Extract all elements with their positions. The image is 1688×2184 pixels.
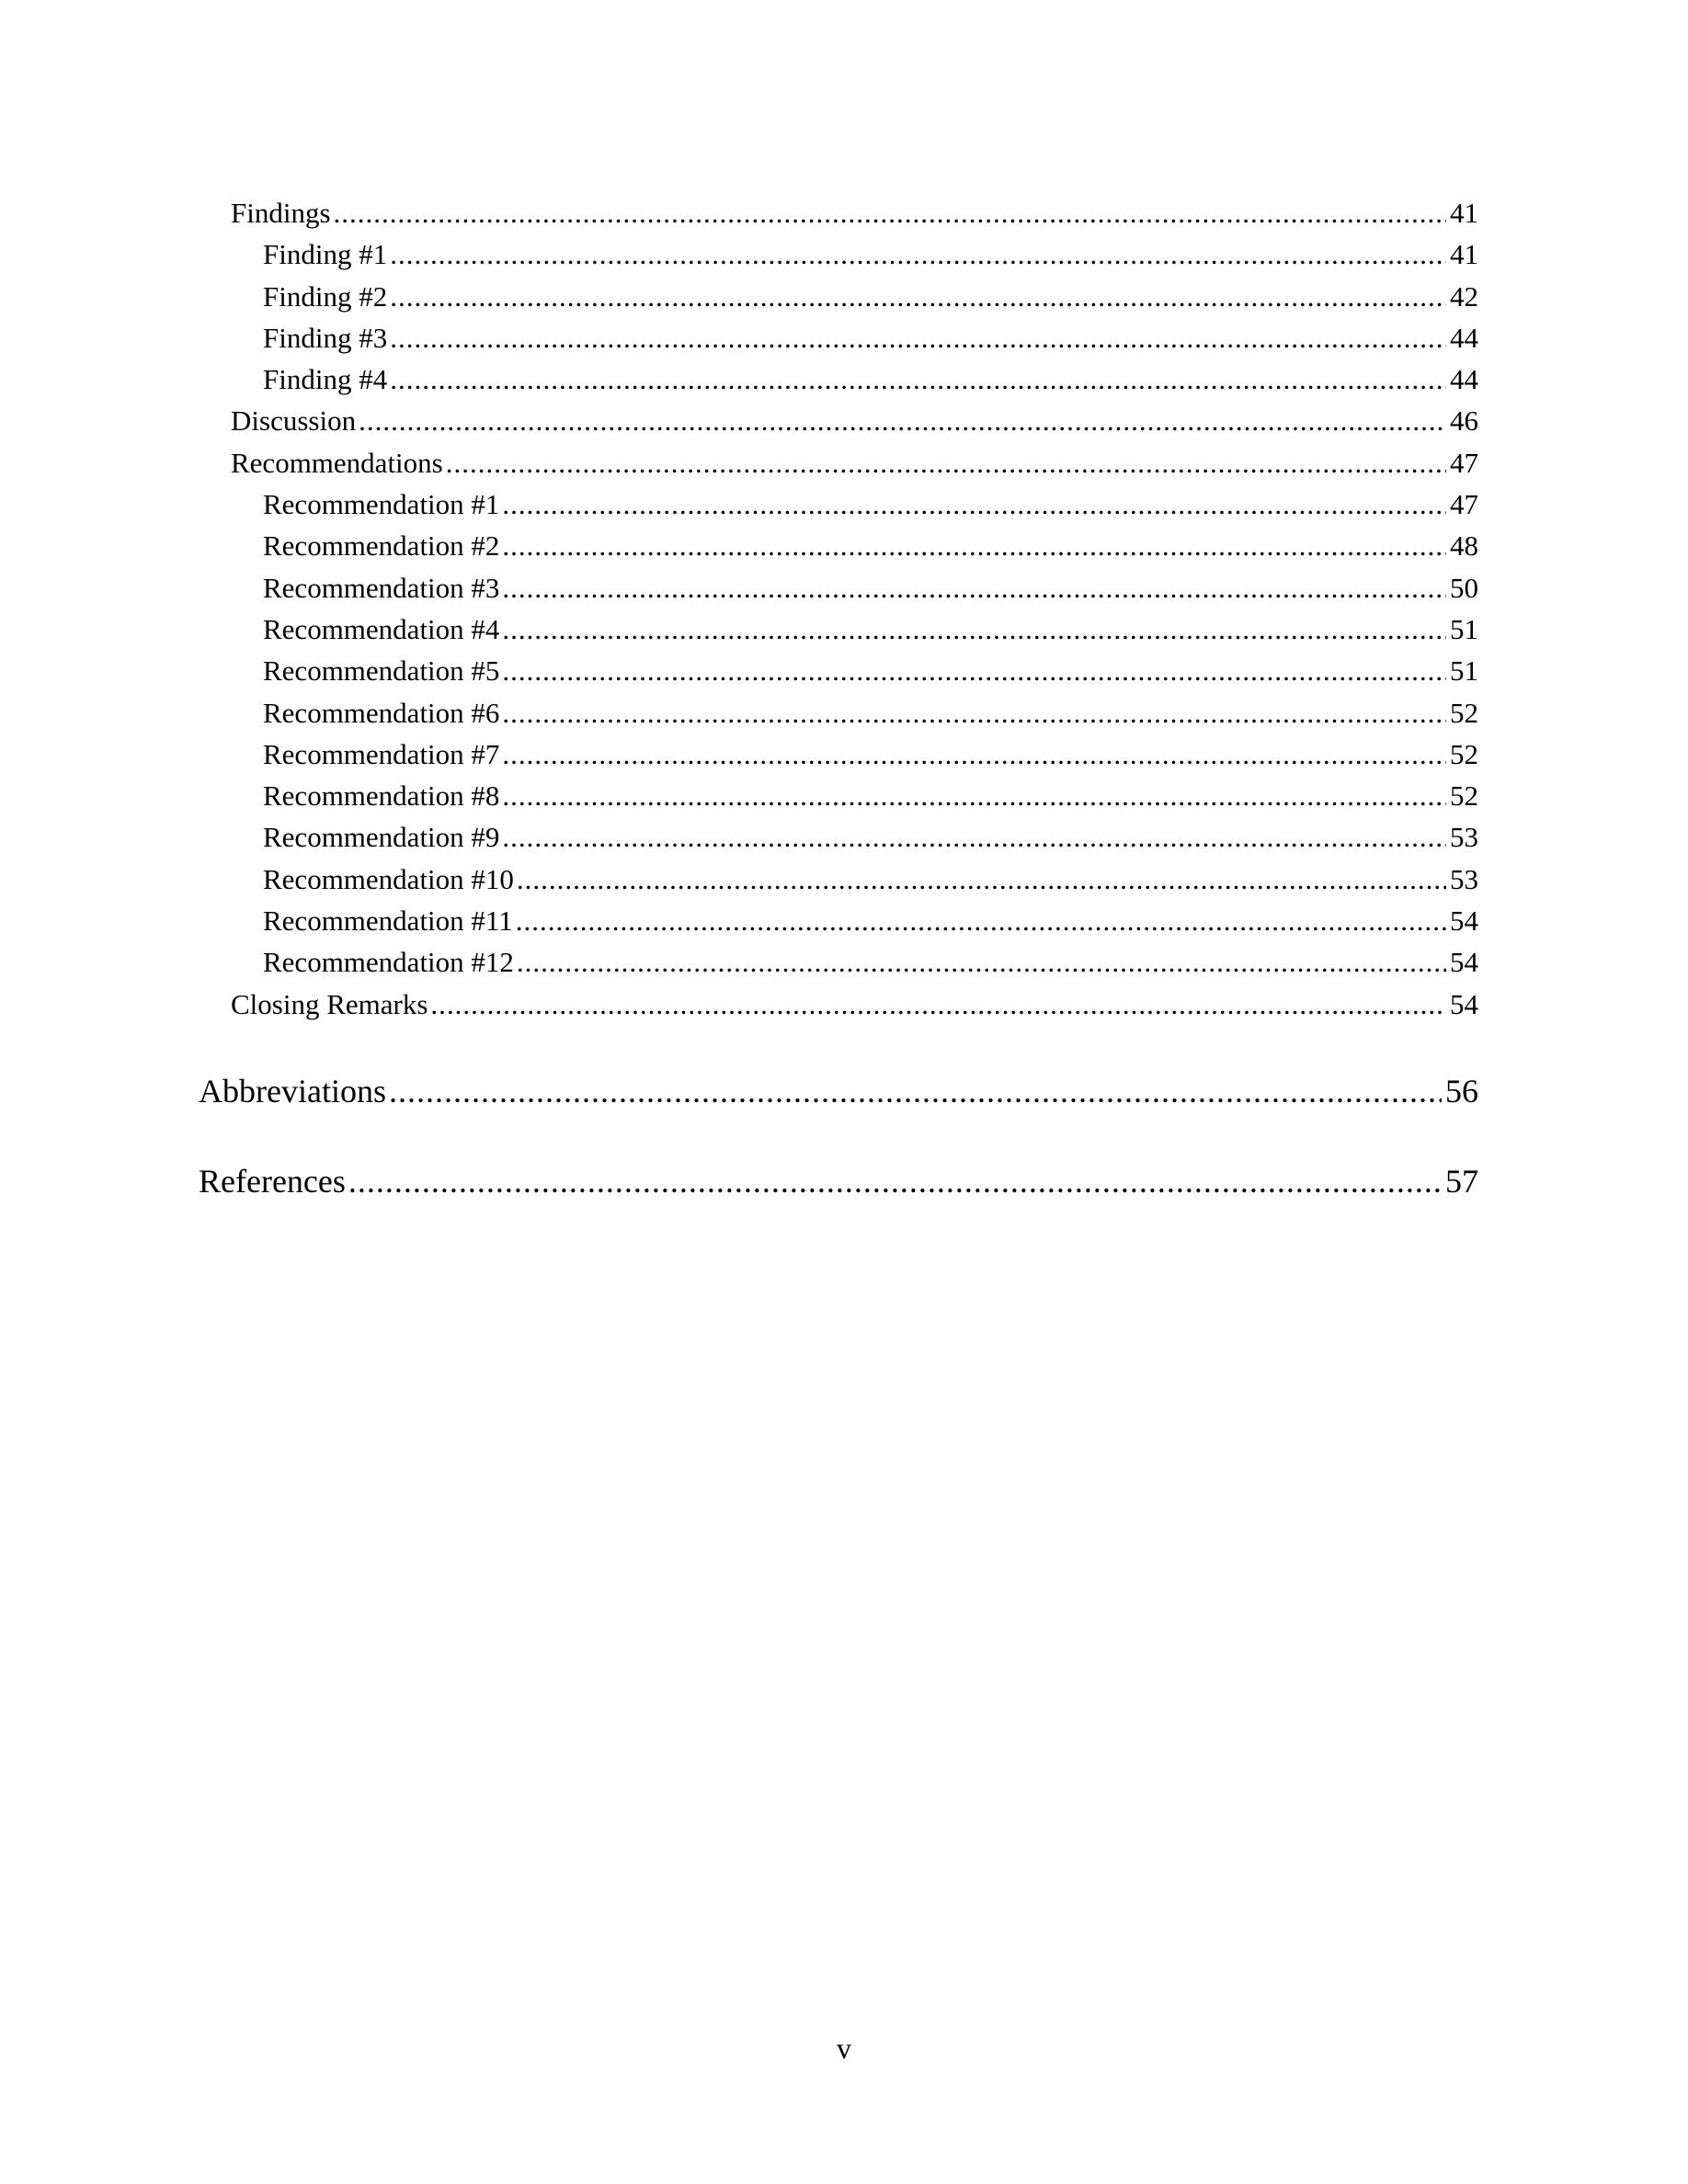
toc-page-number: 42 [1450, 279, 1478, 313]
toc-entry-label: Recommendations [231, 446, 443, 479]
toc-page-number: 44 [1450, 363, 1478, 396]
toc-dot-leader [502, 734, 1446, 775]
toc-entry-finding-1[interactable] [199, 233, 1478, 275]
toc-page-number: 53 [1450, 821, 1478, 854]
page-footer-number: v [837, 2031, 851, 2065]
toc-dot-leader [334, 192, 1446, 233]
toc-page-number: 51 [1450, 654, 1478, 688]
toc-dot-leader [430, 984, 1446, 1025]
toc-entry-recommendation-4[interactable] [199, 609, 1478, 650]
toc-dot-leader [502, 609, 1446, 650]
toc-entry-finding-2[interactable] [199, 276, 1478, 317]
toc-entry-label: Recommendation #6 [263, 696, 500, 729]
toc-entry-recommendation-5[interactable] [199, 650, 1478, 691]
toc-dot-leader [390, 233, 1446, 275]
toc-dot-leader [390, 358, 1446, 400]
toc-entry-finding-4[interactable] [199, 358, 1478, 400]
toc-page-number: 51 [1450, 612, 1478, 645]
toc-page-number: 54 [1450, 987, 1478, 1020]
toc-dot-leader [502, 692, 1446, 734]
toc-dot-leader [389, 1068, 1442, 1114]
toc-entry-recommendation-12[interactable] [199, 941, 1478, 983]
toc-page-number: 52 [1450, 737, 1478, 770]
toc-dot-leader [359, 400, 1446, 441]
toc-page-number: 52 [1450, 696, 1478, 729]
toc-dot-leader [517, 859, 1446, 900]
toc-entry-recommendation-7[interactable] [199, 734, 1478, 775]
toc-entry-recommendation-10[interactable] [199, 859, 1478, 900]
toc-entry-label: Recommendation #7 [263, 737, 500, 770]
toc-page-number: 54 [1450, 904, 1478, 938]
toc-entry-label: Recommendation #10 [263, 862, 514, 895]
toc-entry-label: Finding #1 [263, 238, 388, 271]
toc-page-number: 41 [1450, 197, 1478, 229]
toc-entry-label: Recommendation #4 [263, 612, 500, 645]
toc-page-number: 56 [1445, 1072, 1478, 1109]
toc-entry-discussion[interactable] [199, 400, 1478, 441]
toc-entry-label: Findings [231, 197, 331, 229]
toc-entry-recommendation-2[interactable] [199, 525, 1478, 566]
toc-entry-label: Recommendation #12 [263, 946, 514, 979]
toc-entry-label: References [199, 1162, 346, 1200]
toc-entry-label: Recommendation #5 [263, 654, 500, 688]
toc-page-number: 46 [1450, 404, 1478, 438]
toc-entry-abbreviations[interactable] [199, 1068, 1478, 1114]
toc-page-number: 53 [1450, 862, 1478, 895]
toc-page-number: 47 [1450, 446, 1478, 479]
toc-dot-leader [390, 276, 1446, 317]
toc-entry-recommendation-9[interactable] [199, 816, 1478, 858]
toc-dot-leader [517, 941, 1446, 983]
toc-dot-leader [390, 317, 1446, 358]
toc-entry-label: Recommendation #8 [263, 779, 500, 813]
toc-entry-label: Finding #2 [263, 279, 388, 313]
toc-page-number: 47 [1450, 488, 1478, 521]
toc-page-number: 54 [1450, 946, 1478, 979]
toc-entry-label: Closing Remarks [231, 987, 428, 1020]
toc-entry-label: Finding #3 [263, 321, 388, 354]
toc-dot-leader [516, 900, 1446, 941]
toc-page-number: 52 [1450, 779, 1478, 813]
toc-dot-leader [348, 1158, 1442, 1204]
toc-dot-leader [446, 442, 1446, 483]
toc-entry-label: Recommendation #2 [263, 529, 500, 563]
toc-dot-leader [502, 567, 1446, 609]
toc-entry-label: Recommendation #3 [263, 571, 500, 604]
toc-dot-leader [502, 525, 1446, 566]
toc-entry-label: Finding #4 [263, 363, 388, 396]
toc-entry-recommendation-8[interactable] [199, 775, 1478, 816]
toc-entry-label: Recommendation #1 [263, 488, 500, 521]
toc-entry-label: Discussion [231, 404, 357, 438]
toc-entry-closing-remarks[interactable] [199, 984, 1478, 1025]
table-of-contents [199, 192, 1478, 1204]
toc-entry-finding-3[interactable] [199, 317, 1478, 358]
toc-entry-references[interactable] [199, 1158, 1478, 1204]
toc-entry-label: Abbreviations [199, 1072, 386, 1109]
toc-page-number: 44 [1450, 321, 1478, 354]
toc-entry-recommendation-11[interactable] [199, 900, 1478, 941]
toc-entry-recommendation-3[interactable] [199, 567, 1478, 609]
toc-entry-recommendations[interactable] [199, 442, 1478, 483]
toc-entry-recommendation-6[interactable] [199, 692, 1478, 734]
toc-page-number: 57 [1445, 1162, 1478, 1200]
toc-entry-findings[interactable] [199, 192, 1478, 233]
toc-dot-leader [502, 483, 1446, 525]
toc-page-number: 48 [1450, 529, 1478, 563]
toc-page-number: 50 [1450, 571, 1478, 604]
toc-page-number: 41 [1450, 238, 1478, 271]
toc-entry-label: Recommendation #11 [263, 904, 513, 938]
toc-dot-leader [502, 650, 1446, 691]
toc-dot-leader [502, 816, 1446, 858]
toc-entry-label: Recommendation #9 [263, 821, 500, 854]
toc-dot-leader [502, 775, 1446, 816]
toc-entry-recommendation-1[interactable] [199, 483, 1478, 525]
